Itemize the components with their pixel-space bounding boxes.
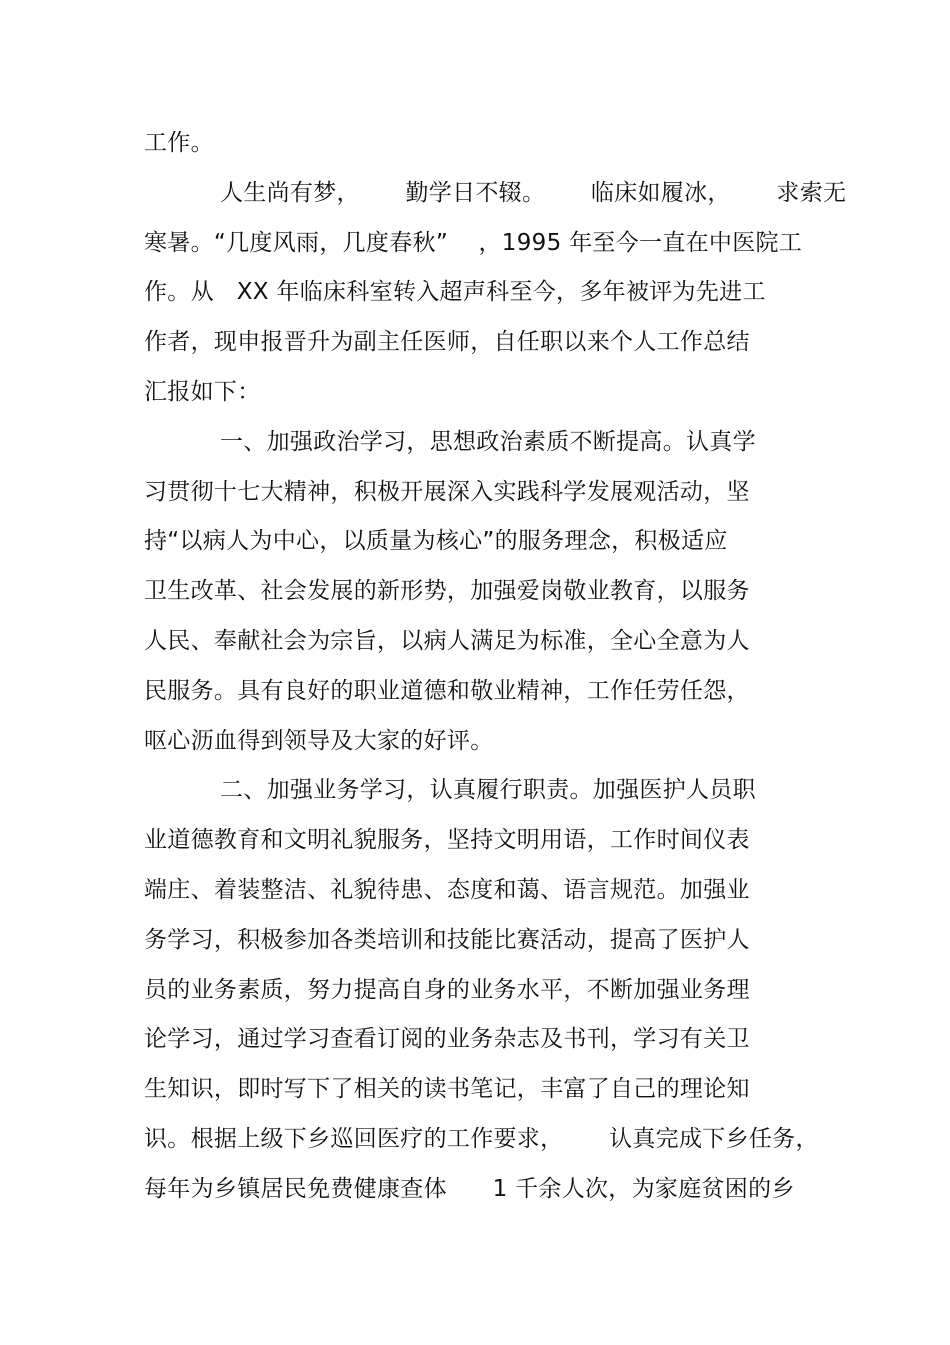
text-line: 务学习，积极参加各类培训和技能比赛活动，提高了医护人 — [144, 927, 750, 953]
text-line: 持“以病人为中心，以质量为核心”的服务理念，积极适应 — [144, 528, 728, 554]
text-line: 人生尚有梦， 勤学日不辍。 临床如履冰， 求索无 — [220, 180, 847, 206]
text-line: 呕心沥血得到领导及大家的好评。 — [144, 728, 494, 754]
text-line: 一、加强政治学习，思想政治素质不断提高。认真学 — [220, 429, 756, 455]
text-line: 端庄、着装整洁、礼貌待患、态度和蔼、语言规范。加强业 — [144, 877, 750, 903]
text-line: 员的业务素质，努力提高自身的业务水平，不断加强业务理 — [144, 977, 750, 1003]
text-line: 工作。 — [144, 130, 214, 156]
text-line: 论学习，通过学习查看订阅的业务杂志及书刊，学习有关卫 — [144, 1026, 750, 1052]
text-line: 作者，现申报晋升为副主任医师，自任职以来个人工作总结 — [144, 329, 750, 355]
text-line: 生知识，即时写下了相关的读书笔记，丰富了自己的理论知 — [144, 1076, 750, 1102]
text-line: 识。根据上级下乡巡回医疗的工作要求， 认真完成下乡任务， — [144, 1126, 819, 1152]
text-line: 二、加强业务学习，认真履行职责。加强医护人员职 — [220, 777, 756, 803]
text-line: 人民、奉献社会为宗旨，以病人满足为标准，全心全意为人 — [144, 628, 750, 654]
text-line: 习贯彻十七大精神，积极开展深入实践科学发展观活动，坚 — [144, 479, 750, 505]
text-line: 民服务。具有良好的职业道德和敬业精神，工作任劳任怨， — [144, 678, 750, 704]
text-line: 卫生改革、社会发展的新形势，加强爱岗敬业教育，以服务 — [144, 578, 750, 604]
text-line: 业道德教育和文明礼貌服务，坚持文明用语，工作时间仪表 — [144, 827, 750, 853]
text-line: 寒暑。“几度风雨，几度春秋” ，1995 年至今一直在中医院工 — [144, 230, 803, 256]
text-line: 每年为乡镇居民免费健康查体 1 千余人次，为家庭贫困的乡 — [144, 1176, 795, 1202]
text-line: 汇报如下： — [144, 379, 261, 405]
text-line: 作。从 XX 年临床科室转入超声科至今，多年被评为先进工 — [144, 279, 766, 305]
